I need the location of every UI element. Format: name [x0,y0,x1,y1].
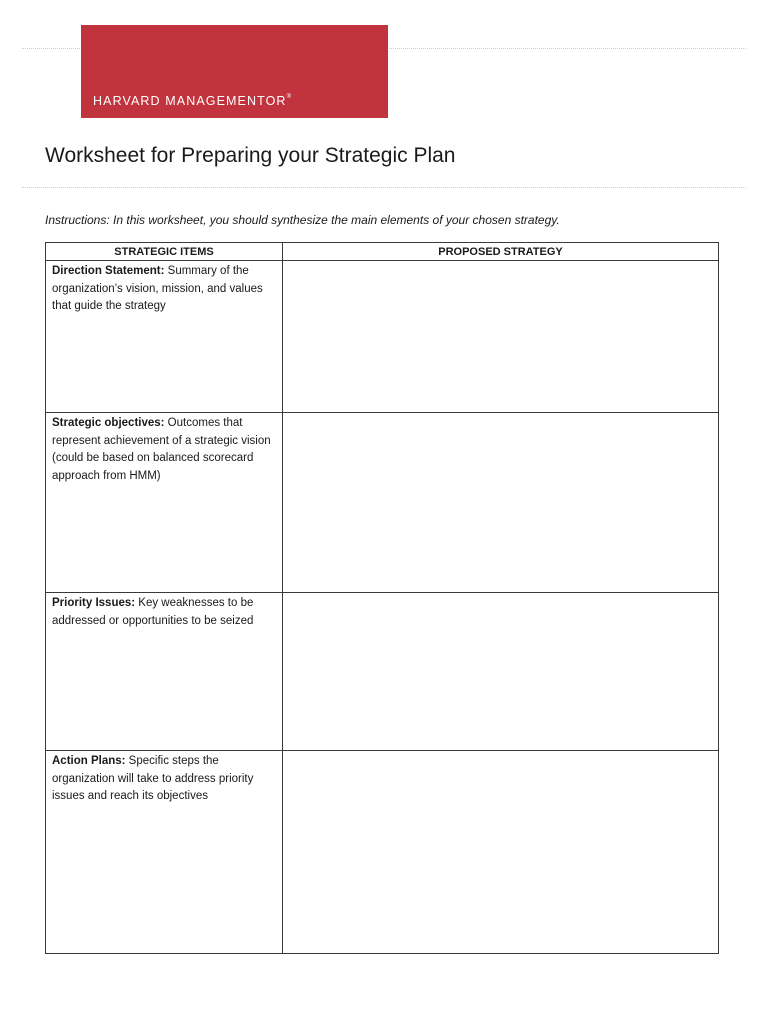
item-label: Direction Statement: [52,265,165,277]
proposed-strategy-action-plans[interactable] [283,751,719,954]
item-description: Outcomes that represent achievement of a strategic vision (could be based on balanced scorecard approach from HMM) [52,417,271,482]
instructions-text: Instructions: In this worksheet, you should synthesize the main elements of your chosen strategy. [45,213,560,227]
page-title: Worksheet for Preparing your Strategic Plan [45,144,456,167]
brand-logo [93,94,291,108]
strategic-item-direction-statement [46,261,283,413]
table-header-row [46,243,719,261]
column-header-proposed-strategy: PROPOSED STRATEGY [283,243,719,261]
table-row [46,751,719,954]
registered-mark: ® [286,94,291,100]
item-description: Key weaknesses to be addressed or opportunities to be seized [52,597,254,627]
column-header-strategic-items: STRATEGIC ITEMS [46,243,283,261]
proposed-strategy-priority-issues[interactable] [283,593,719,751]
proposed-strategy-strategic-objectives[interactable] [283,413,719,593]
strategic-item-action-plans [46,751,283,954]
item-label: Action Plans: [52,755,126,767]
brand-banner [81,25,388,118]
table-row [46,593,719,751]
table-row [46,413,719,593]
table-row [46,261,719,413]
strategic-item-priority-issues [46,593,283,751]
strategic-item-strategic-objectives [46,413,283,593]
item-description: Specific steps the organization will take to address priority issues and reach its objectives [52,755,254,802]
item-label: Strategic objectives: [52,417,165,429]
item-description: Summary of the organization’s vision, mission, and values that guide the strategy [52,265,263,312]
item-label: Priority Issues: [52,597,136,609]
strategy-worksheet-table [45,242,719,954]
title-divider [22,187,746,188]
proposed-strategy-direction-statement[interactable] [283,261,719,413]
brand-name: HARVARD MANAGEMENTOR [93,94,287,108]
